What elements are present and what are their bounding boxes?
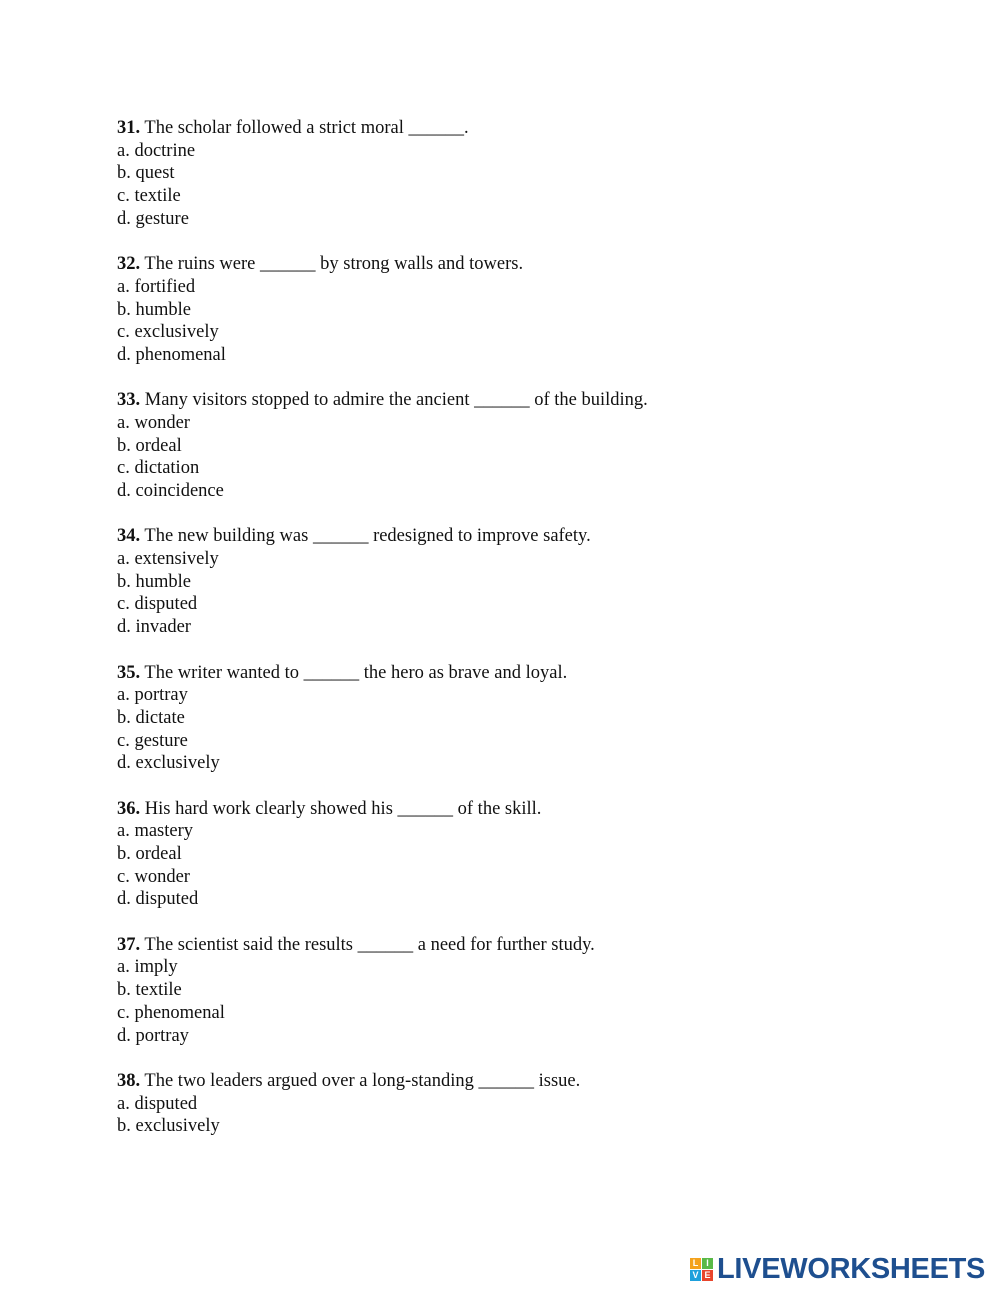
question-stem	[117, 117, 937, 140]
question-text: Many visitors stopped to admire the ancient ______ of the building.	[140, 390, 648, 411]
logo-mark-tile: L	[690, 1258, 701, 1269]
question-block	[117, 1070, 937, 1138]
question-block	[117, 934, 937, 1047]
answer-option: a. portray	[117, 685, 188, 706]
question-block	[117, 662, 937, 775]
answer-option: b. humble	[117, 299, 191, 320]
answer-option: d. invader	[117, 617, 191, 638]
question-text: The two leaders argued over a long-standing ______ issue.	[140, 1070, 581, 1091]
worksheet-questions	[117, 117, 937, 1161]
answer-option: b. humble	[117, 571, 191, 592]
answer-option: b. ordeal	[117, 435, 182, 456]
question-stem	[117, 1070, 937, 1093]
question-stem	[117, 253, 937, 276]
question-block	[117, 117, 937, 230]
question-block	[117, 389, 937, 502]
question-number: 32.	[117, 254, 141, 275]
answer-option: d. exclusively	[117, 753, 220, 774]
question-number: 34.	[117, 526, 141, 547]
answer-option: b. quest	[117, 163, 175, 184]
question-stem	[117, 798, 937, 821]
question-stem	[117, 934, 937, 957]
answer-option: a. doctrine	[117, 140, 196, 161]
question-text: The ruins were ______ by strong walls and towers.	[140, 254, 524, 275]
answer-option: a. extensively	[117, 549, 219, 570]
question-number: 31.	[117, 118, 141, 138]
question-text: The new building was ______ redesigned to improve safety.	[140, 526, 591, 547]
answer-option: d. portray	[117, 1025, 189, 1046]
answer-option: b. textile	[117, 980, 182, 1001]
question-stem	[117, 525, 937, 548]
answer-option: b. exclusively	[117, 1116, 220, 1137]
logo-mark-tile: V	[690, 1270, 701, 1281]
question-number: 37.	[117, 934, 141, 955]
answer-option: b. ordeal	[117, 844, 182, 864]
answer-option: c. gesture	[117, 730, 188, 751]
question-block	[117, 798, 937, 911]
question-text: His hard work clearly showed his ______ of the skill.	[140, 798, 542, 819]
answer-option: c. dictation	[117, 458, 200, 479]
question-number: 35.	[117, 662, 141, 683]
logo-mark-icon	[690, 1258, 713, 1281]
answer-option: c. disputed	[117, 594, 198, 615]
answer-option: a. imply	[117, 957, 178, 978]
question-number: 36.	[117, 798, 141, 819]
question-stem	[117, 389, 937, 412]
answer-option: a. disputed	[117, 1093, 198, 1114]
answer-option: a. wonder	[117, 412, 190, 433]
question-text: The scholar followed a strict moral ______.	[140, 118, 469, 138]
answer-option: d. coincidence	[117, 481, 224, 501]
question-number: 33.	[117, 390, 141, 411]
answer-option: a. fortified	[117, 276, 196, 297]
question-text: The writer wanted to ______ the hero as brave and loyal.	[140, 662, 568, 683]
logo-wordmark: LIVEWORKSHEETS	[717, 1253, 986, 1285]
answer-option: d. phenomenal	[117, 344, 226, 365]
answer-option: a. mastery	[117, 821, 194, 842]
answer-option: c. phenomenal	[117, 1002, 225, 1023]
question-block	[117, 253, 937, 366]
answer-option: b. dictate	[117, 707, 185, 728]
question-number: 38.	[117, 1070, 141, 1091]
answer-option: d. disputed	[117, 889, 199, 910]
question-stem	[117, 662, 937, 685]
question-text: The scientist said the results ______ a need for further study.	[140, 934, 595, 955]
liveworksheets-logo	[690, 1254, 985, 1284]
logo-mark-tile: I	[702, 1258, 713, 1269]
answer-option: c. exclusively	[117, 322, 219, 343]
question-block	[117, 525, 937, 638]
answer-option: d. gesture	[117, 208, 189, 229]
answer-option: c. textile	[117, 186, 181, 207]
answer-option: c. wonder	[117, 866, 190, 887]
logo-mark-tile: E	[702, 1270, 713, 1281]
